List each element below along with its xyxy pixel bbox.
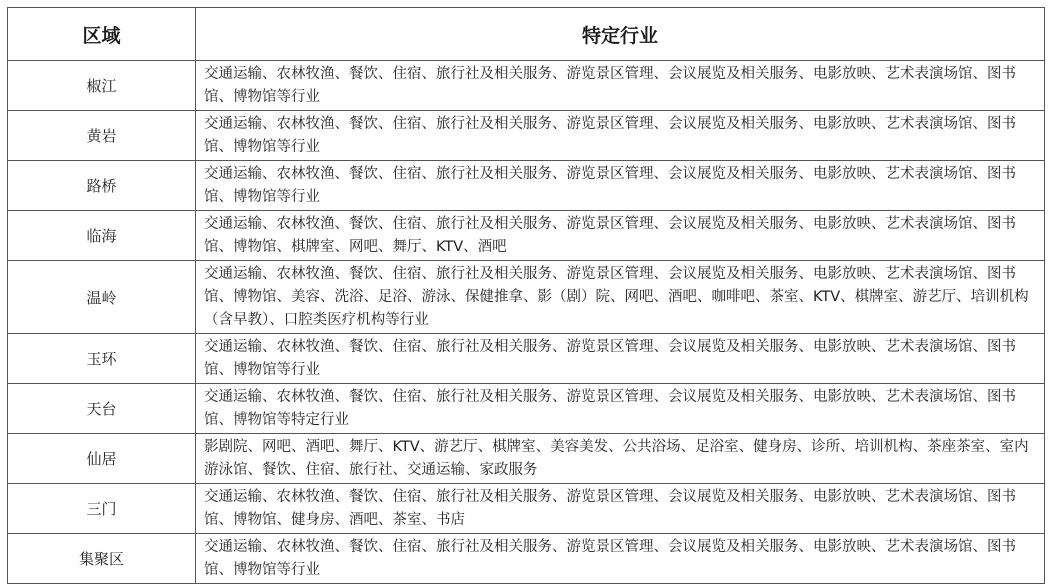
region-cell: 玉环 — [8, 334, 196, 384]
table-row-sanmen — [8, 484, 1045, 534]
header-region: 区域 — [8, 8, 196, 61]
table-header-row — [8, 8, 1045, 61]
industry-cell: 交通运输、农林牧渔、餐饮、住宿、旅行社及相关服务、游览景区管理、会议展览及相关服务、电影放映、艺术表演场馆、图书馆、博物馆等行业 — [196, 61, 1045, 111]
industry-cell: 交通运输、农林牧渔、餐饮、住宿、旅行社及相关服务、游览景区管理、会议展览及相关服务、电影放映、艺术表演场馆、图书馆、博物馆等行业 — [196, 111, 1045, 161]
region-cell: 椒江 — [8, 61, 196, 111]
industry-cell: 交通运输、农林牧渔、餐饮、住宿、旅行社及相关服务、游览景区管理、会议展览及相关服务、电影放映、艺术表演场馆、图书馆、博物馆等行业 — [196, 334, 1045, 384]
industry-cell: 交通运输、农林牧渔、餐饮、住宿、旅行社及相关服务、游览景区管理、会议展览及相关服务、电影放映、艺术表演场馆、图书馆、博物馆等特定行业 — [196, 384, 1045, 434]
industry-cell: 交通运输、农林牧渔、餐饮、住宿、旅行社及相关服务、游览景区管理、会议展览及相关服务、电影放映、艺术表演场馆、图书馆、博物馆、美容、洗浴、足浴、游泳、保健推拿、影（剧）院、网吧、酒吧、咖啡吧、茶室、KTV、棋牌室、游艺厅、培训机构（含早教）、口腔类医疗机构等行业 — [196, 261, 1045, 334]
table-row-luqiao — [8, 161, 1045, 211]
industry-table-container — [7, 7, 1044, 584]
region-industry-table — [7, 7, 1045, 584]
table-row-jijuqu — [8, 534, 1045, 584]
table-row-yuhuan — [8, 334, 1045, 384]
industry-cell: 交通运输、农林牧渔、餐饮、住宿、旅行社及相关服务、游览景区管理、会议展览及相关服务、电影放映、艺术表演场馆、图书馆、博物馆等行业 — [196, 534, 1045, 584]
table-row-huangyan — [8, 111, 1045, 161]
industry-cell: 交通运输、农林牧渔、餐饮、住宿、旅行社及相关服务、游览景区管理、会议展览及相关服务、电影放映、艺术表演场馆、图书馆、博物馆、健身房、酒吧、茶室、书店 — [196, 484, 1045, 534]
region-cell: 三门 — [8, 484, 196, 534]
region-cell: 天台 — [8, 384, 196, 434]
region-cell: 温岭 — [8, 261, 196, 334]
table-row-tiantai — [8, 384, 1045, 434]
region-cell: 路桥 — [8, 161, 196, 211]
region-cell: 仙居 — [8, 434, 196, 484]
table-row-linhai — [8, 211, 1045, 261]
region-cell: 黄岩 — [8, 111, 196, 161]
table-row-xianju — [8, 434, 1045, 484]
region-cell: 临海 — [8, 211, 196, 261]
industry-cell: 交通运输、农林牧渔、餐饮、住宿、旅行社及相关服务、游览景区管理、会议展览及相关服务、电影放映、艺术表演场馆、图书馆、博物馆等行业 — [196, 161, 1045, 211]
industry-cell: 交通运输、农林牧渔、餐饮、住宿、旅行社及相关服务、游览景区管理、会议展览及相关服务、电影放映、艺术表演场馆、图书馆、博物馆、棋牌室、网吧、舞厅、KTV、酒吧 — [196, 211, 1045, 261]
header-industry: 特定行业 — [196, 8, 1045, 61]
region-cell: 集聚区 — [8, 534, 196, 584]
table-row-jiaojiang — [8, 61, 1045, 111]
table-row-wenling — [8, 261, 1045, 334]
industry-cell: 影剧院、网吧、酒吧、舞厅、KTV、游艺厅、棋牌室、美容美发、公共浴场、足浴室、健身房、诊所、培训机构、茶座茶室、室内游泳馆、餐饮、住宿、旅行社、交通运输、家政服务 — [196, 434, 1045, 484]
